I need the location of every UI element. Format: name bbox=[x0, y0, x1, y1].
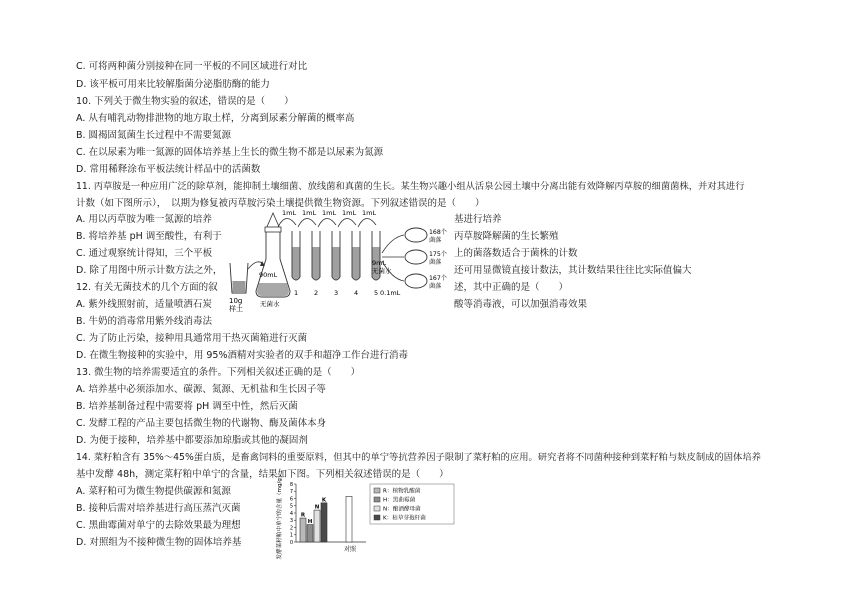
colony-unit-3: 菌落 bbox=[429, 283, 442, 290]
bar-对照 bbox=[346, 496, 352, 542]
test-tube-3 bbox=[332, 231, 340, 280]
soil-mass-label: 10g bbox=[229, 297, 243, 305]
legend-entry-K: K：枯草芽孢杆菌 bbox=[383, 515, 426, 522]
y-tick-label: 3 bbox=[289, 518, 293, 525]
colony-unit-1: 菌落 bbox=[429, 237, 442, 244]
q14-option-b: B. 接种后需对培养基进行高压蒸汽灭菌 bbox=[76, 503, 241, 514]
legend-entry-H: H：黑曲霉菌 bbox=[383, 497, 416, 504]
legend-swatch-K bbox=[374, 515, 380, 520]
legend-swatch-H bbox=[374, 497, 380, 502]
x-tick-control: 对照 bbox=[343, 546, 357, 553]
tube-number-5: 5 bbox=[374, 289, 379, 297]
q13-option-b: B. 培养基制备过程中需要将 pH 调至中性，然后灭菌 bbox=[76, 401, 298, 412]
tube-number-1: 1 bbox=[294, 289, 299, 297]
tannin-bar-chart bbox=[270, 472, 470, 560]
q11-option-c-left: C. 通过观察统计得知，三个平板 bbox=[76, 248, 213, 259]
tube-number-2: 2 bbox=[314, 289, 319, 297]
legend-entry-R: R：植物乳酸菌 bbox=[383, 488, 421, 495]
bar-R bbox=[300, 518, 306, 542]
bar-label-K: K bbox=[321, 497, 327, 504]
q14-option-d: D. 对照组为不接种微生物的固体培养基 bbox=[76, 537, 242, 548]
soil-sample-beaker bbox=[230, 263, 248, 293]
q12-option-a-left: A. 紫外线照射前，适量喷洒石炭 bbox=[76, 299, 212, 310]
soil-label: 样土 bbox=[229, 305, 243, 313]
volume-label-5: 1mL bbox=[362, 209, 377, 217]
y-tick-label: 1 bbox=[289, 532, 293, 539]
question-12-left: 12. 有关无菌技术的几个方面的叙 bbox=[76, 282, 218, 293]
q11-option-a-right: 基进行培养 bbox=[454, 214, 502, 225]
colony-unit-2: 菌落 bbox=[429, 259, 442, 266]
q13-option-a: A. 培养基中必须添加水、碳源、氮源、无机盐和生长因子等 bbox=[76, 384, 326, 395]
petri-dish-3 bbox=[405, 274, 427, 288]
q11-option-d-left: D. 除了用图中所示计数方法之外， bbox=[76, 265, 223, 276]
flask-90ml bbox=[256, 213, 290, 297]
q12-option-b: B. 牛奶的消毒常用紫外线消毒法 bbox=[76, 316, 213, 327]
colony-count-1: 168个 bbox=[429, 229, 447, 236]
q10-option-a: A. 从有哺乳动物排泄物的地方取土样，分离到尿素分解菌的概率高 bbox=[76, 113, 355, 124]
bar-K bbox=[321, 503, 327, 542]
y-tick-label: 4 bbox=[289, 510, 293, 517]
y-tick-label: 5 bbox=[289, 503, 293, 510]
test-tube-4 bbox=[352, 231, 360, 280]
serial-dilution-figure bbox=[226, 207, 452, 313]
q11-option-c-right: 上的菌落数适合于菌株的计数 bbox=[454, 248, 578, 259]
y-tick-label: 0 bbox=[289, 539, 293, 546]
option-c-q9: C. 可将两种菌分别接种在同一平板的不同区域进行对比 bbox=[76, 61, 308, 72]
petri-dish-1 bbox=[405, 228, 427, 242]
test-tube-1 bbox=[292, 231, 300, 280]
q13-option-c: C. 发酵工程的产品主要包括微生物的代谢物、酶及菌体本身 bbox=[76, 418, 327, 429]
y-tick-label: 6 bbox=[289, 496, 293, 503]
volume-label-1: 1mL bbox=[282, 209, 297, 217]
q11-option-a-left: A. 用以丙草胺为唯一氮源的培养 bbox=[76, 214, 212, 225]
tube-number-3: 3 bbox=[334, 289, 339, 297]
flask-water-label: 无菌水 bbox=[260, 300, 280, 308]
chart-legend bbox=[370, 484, 454, 524]
volume-label-2: 1mL bbox=[302, 209, 317, 217]
tube-water-volume: 9mL bbox=[372, 259, 387, 267]
colony-count-2: 175个 bbox=[429, 251, 447, 258]
bar-H bbox=[307, 525, 313, 542]
q11-option-b-left: B. 将培养基 pH 调至酸性，有利于 bbox=[76, 231, 222, 242]
q12-option-c: C. 为了防止污染，接种用具通常用干热灭菌箱进行灭菌 bbox=[76, 333, 308, 344]
q10-option-c: C. 在以尿素为唯一氮源的固体培养基上生长的微生物不都是以尿素为氮源 bbox=[76, 147, 384, 158]
petri-dish-2 bbox=[405, 250, 427, 264]
tube-water-label: 无菌水 bbox=[372, 267, 392, 275]
volume-label-3: 1mL bbox=[322, 209, 337, 217]
q14-option-c: C. 黑曲霉菌对单宁的去除效果最为理想 bbox=[76, 520, 241, 531]
chart-bars bbox=[300, 496, 352, 542]
question-14-line2: 基中发酵 48h，测定菜籽粕中单宁的含量，结果如下图。下列相关叙述错误的是（ ） bbox=[76, 469, 449, 480]
colony-count-3: 167个 bbox=[429, 275, 447, 282]
plating-volume-label: 0.1mL bbox=[380, 289, 401, 297]
q11-option-d-right: 还可用显微镜直接计数法，其计数结果往往比实际值偏大 bbox=[454, 265, 692, 276]
y-axis-label: 发酵菜籽粕中单宁的含量（mg/g） bbox=[277, 472, 283, 560]
y-tick-label: 8 bbox=[289, 481, 293, 488]
volume-label-4: 1mL bbox=[342, 209, 357, 217]
legend-swatch-R bbox=[374, 488, 380, 493]
q11-option-b-right: 丙草胺降解菌的生长繁殖 bbox=[454, 231, 559, 242]
legend-entry-N: N：酿酒酵母菌 bbox=[383, 506, 421, 513]
question-14-line1: 14. 菜籽粕含有 35%～45%蛋白质，是畜禽饲料的重要原料，但其中的单宁等抗营养因子限制了菜籽粕的应用。研究者将不同菌种接种到菜籽粕与麸皮制成的固体培养 bbox=[76, 452, 761, 463]
q12-option-d: D. 在微生物接种的实验中，用 95%酒精对实验者的双手和超净工作台进行消毒 bbox=[76, 350, 408, 361]
bar-label-R: R bbox=[300, 512, 306, 519]
y-tick-label: 2 bbox=[289, 525, 293, 532]
flask-volume-label: 90mL bbox=[259, 271, 278, 279]
q14-option-a: A. 菜籽粕可为微生物提供碳源和氮源 bbox=[76, 486, 231, 497]
question-13: 13. 微生物的培养需要适宜的条件。下列相关叙述正确的是（ ） bbox=[76, 367, 361, 378]
y-tick-label: 7 bbox=[289, 489, 293, 496]
q10-option-b: B. 圆褐固氮菌生长过程中不需要氮源 bbox=[76, 130, 232, 141]
q10-option-d: D. 常用稀释涂布平板法统计样品中的活菌数 bbox=[76, 164, 261, 175]
question-11-line2: 计数（如下图所示）， 以期为修复被丙草胺污染土壤提供微生物资源。下列叙述错误的是（ ） bbox=[76, 198, 485, 209]
question-10: 10. 下列关于微生物实验的叙述，错误的是（ ） bbox=[76, 96, 294, 107]
bar-label-N: N bbox=[314, 504, 320, 511]
option-d-q9: D. 该平板可用来比较解脂菌分泌脂肪酶的能力 bbox=[76, 79, 270, 90]
bar-N bbox=[314, 510, 320, 542]
bar-label-H: H bbox=[307, 519, 313, 526]
question-12-right: 述，其中正确的是（ ） bbox=[454, 282, 569, 293]
q13-option-d: D. 为便于接种，培养基中都要添加琼脂或其他的凝固剂 bbox=[76, 435, 308, 446]
test-tube-2 bbox=[312, 231, 320, 280]
legend-swatch-N bbox=[374, 506, 380, 511]
q12-option-a-right: 酸等消毒液，可以加强消毒效果 bbox=[454, 299, 588, 310]
tube-number-4: 4 bbox=[354, 289, 359, 297]
question-11-line1: 11. 丙草胺是一种应用广泛的除草剂，能抑制土壤细菌、放线菌和真菌的生长。某生物兴趣小组从活泉公园土壤中分离出能有效降解丙草胺的细菌菌株，并对其进行 bbox=[76, 181, 745, 192]
